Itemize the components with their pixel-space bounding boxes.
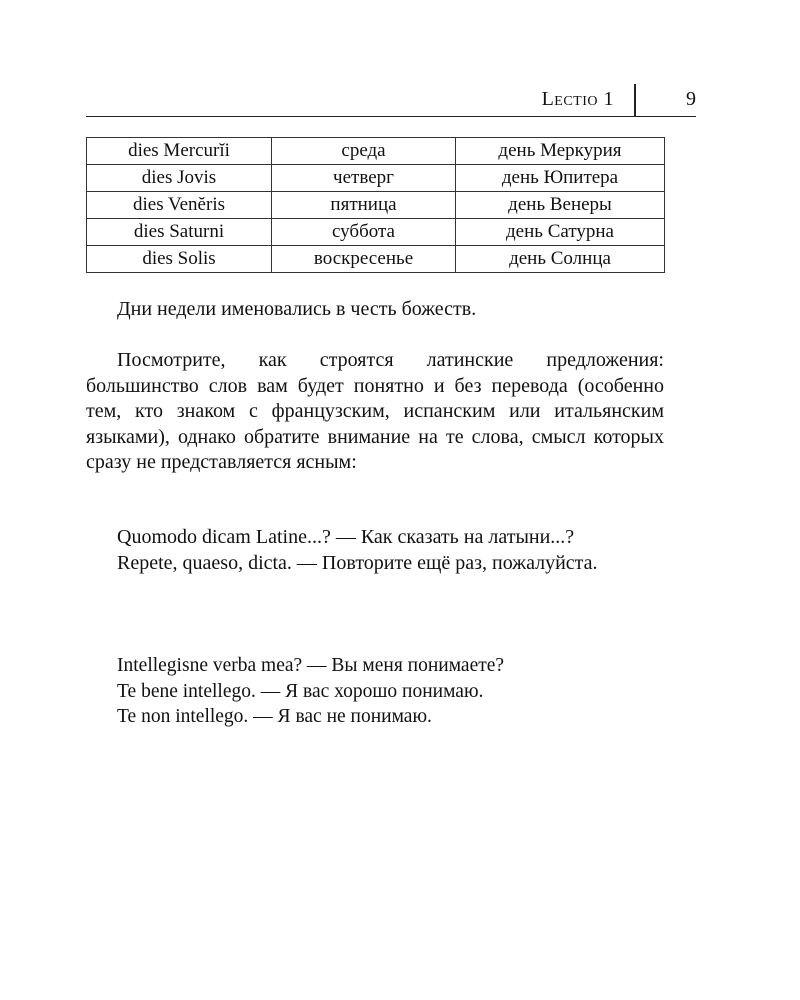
table-row bbox=[87, 138, 665, 165]
russian-day-cell: пятница bbox=[272, 192, 456, 219]
meaning-cell: день Юпитера bbox=[456, 165, 665, 192]
main-text-block bbox=[86, 348, 664, 476]
intro-paragraph: Дни недели именовались в честь божеств. bbox=[117, 298, 477, 320]
dialogue-block-2 bbox=[86, 653, 664, 730]
page-number: 9 bbox=[686, 88, 696, 110]
meaning-cell: день Меркурия bbox=[456, 138, 665, 165]
table-row bbox=[87, 192, 665, 219]
main-paragraph: Посмотрите, как строятся латинские предложения: большинство слов вам будет понятно и без перевода (особенно тем, кто знаком с французским, испанским или итальянским языками), однако обратите внимание на те слова, смысл которых сразу не представляется ясным: bbox=[86, 349, 664, 473]
russian-day-cell: четверг bbox=[272, 165, 456, 192]
running-header bbox=[86, 84, 696, 117]
latin-name-cell: dies Saturni bbox=[87, 219, 272, 246]
header-divider bbox=[634, 84, 636, 116]
meaning-cell: день Сатурна bbox=[456, 219, 665, 246]
russian-day-cell: воскресенье bbox=[272, 246, 456, 273]
dialogue-line: Quomodo dicam Latine...? — Как сказать на латыни...? bbox=[117, 526, 575, 548]
dialogue-line: Te bene intellego. — Я вас хорошо понимаю. bbox=[117, 680, 484, 702]
meaning-cell: день Венеры bbox=[456, 192, 665, 219]
russian-day-cell: суббота bbox=[272, 219, 456, 246]
dialogue-line: Te non intellego. — Я вас не понимаю. bbox=[117, 706, 432, 727]
table-row bbox=[87, 165, 665, 192]
intro-text-block bbox=[86, 297, 664, 323]
dialogue-block-1 bbox=[86, 525, 664, 576]
latin-name-cell: dies Jovis bbox=[87, 165, 272, 192]
latin-name-cell: dies Venĕris bbox=[87, 192, 272, 219]
days-of-week-table bbox=[86, 137, 665, 273]
dialogue-line: Intellegisne verba mea? — Вы меня понимаете? bbox=[117, 655, 505, 676]
russian-day-cell: среда bbox=[272, 138, 456, 165]
latin-name-cell: dies Mercurĭi bbox=[87, 138, 272, 165]
latin-name-cell: dies Solis bbox=[87, 246, 272, 273]
meaning-cell: день Солнца bbox=[456, 246, 665, 273]
dialogue-line: Repete, quaeso, dicta. — Повторите ещё раз, пожалуйста. bbox=[117, 551, 598, 574]
header-section-title: Lectio 1 bbox=[541, 88, 614, 110]
table-row bbox=[87, 219, 665, 246]
table-row bbox=[87, 246, 665, 273]
